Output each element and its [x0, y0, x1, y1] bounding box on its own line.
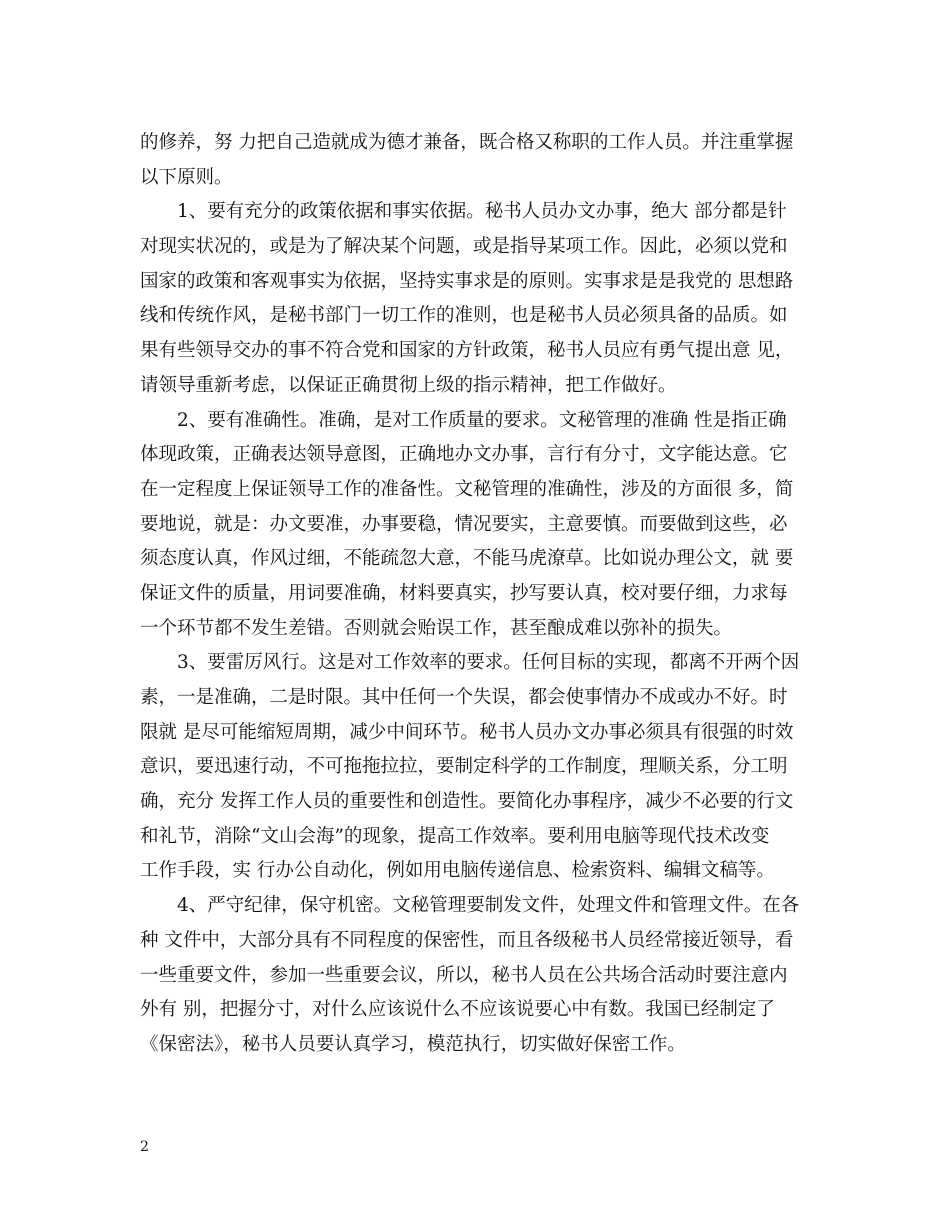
text-line: 线和传统作风，是秘书部门一切工作的准则，也是秘书人员必须具备的品质。如 — [140, 305, 788, 327]
text-line: 对现实状况的，或是为了解决某个问题，或是指导某项工作。因此，必须以党和 — [140, 236, 788, 258]
text-line: 限就 是尽可能缩短周期，减少中间环节。秘书人员办文办事必须具有很强的时效 — [140, 721, 794, 743]
text-line: 请领导重新考虑，以保证正确贯彻上级的指示精神，把工作做好。 — [140, 374, 677, 396]
body-text — [140, 126, 804, 1063]
paragraph-first-line: 3、要雷厉风行。这是对工作效率的要求。任何目标的实现，都离不开两个因 — [177, 652, 800, 674]
text-line: 以下原则。 — [140, 166, 233, 188]
text-line: 外有 别，把握分寸，对什么应该说什么不应该说要心中有数。我国已经制定了 — [140, 999, 775, 1021]
text-line: 的修养，努 力把自己造就成为德才兼备，既合格又称职的工作人员。并注重掌握 — [140, 132, 794, 153]
text-line: 意识，要迅速行动，不可拖拖拉拉，要制定科学的工作制度，理顺关系，分工明 — [140, 756, 788, 778]
paragraph-first-line: 4、严守纪律，保守机密。文秘管理要制发文件，处理文件和管理文件。在各 — [177, 895, 800, 917]
text-line: 工作手段，实 行办公自动化，例如用电脑传递信息、检索资料、编辑文稿等。 — [140, 860, 775, 882]
text-line: 保证文件的质量，用词要准确，材料要真实，抄写要认真，校对要仔细，力求每 — [140, 582, 788, 604]
text-line: 确，充分 发挥工作人员的重要性和创造性。要简化办事程序，减少不必要的行文 — [140, 791, 794, 813]
text-line: 《保密法》，秘书人员要认真学习，模范执行，切实做好保密工作。 — [140, 1033, 686, 1055]
text-line: 要地说，就是：办文要准，办事要稳，情况要实，主意要慎。而要做到这些，必 — [140, 513, 788, 535]
text-line: 一些重要文件，参加一些重要会议，所以，秘书人员在公共场合活动时要注意内 — [140, 964, 788, 986]
paragraph-first-line: 2、要有准确性。准确，是对工作质量的要求。文秘管理的准确 性是指正确 — [177, 409, 787, 431]
text-line: 须态度认真，作风过细，不能疏忽大意，不能马虎潦草。比如说办理公文，就 要 — [140, 548, 794, 570]
paragraph-first-line: 1、要有充分的政策依据和事实依据。秘书人员办文办事，绝大 部分都是针 — [177, 201, 787, 223]
text-line: 在一定程度上保证领导工作的准备性。文秘管理的准确性，涉及的方面很 多，简 — [140, 478, 794, 500]
page-number: 2 — [140, 1139, 149, 1155]
text-line: 一个环节都不发生差错。否则就会贻误工作，甚至酿成难以弥补的损失。 — [140, 617, 733, 639]
text-line: 国家的政策和客观事实为依据，坚持实事求是的原则。实事求是是我党的 思想路 — [140, 270, 794, 292]
text-line: 体现政策，正确表达领导意图，正确地办文办事，言行有分寸，文字能达意。它 — [140, 444, 788, 466]
text-line: 和礼节，消除“文山会海”的现象，提高工作效率。要利用电脑等现代技术改变 — [140, 825, 770, 847]
text-line: 果有些领导交办的事不符合党和国家的方针政策，秘书人员应有勇气提出意 见， — [140, 340, 794, 362]
text-line: 素，一是准确，二是时限。其中任何一个失误，都会使事情办不成或办不好。时 — [140, 687, 788, 708]
text-line: 种 文件中，大部分具有不同程度的保密性，而且各级秘书人员经常接近领导，看 — [140, 929, 794, 951]
